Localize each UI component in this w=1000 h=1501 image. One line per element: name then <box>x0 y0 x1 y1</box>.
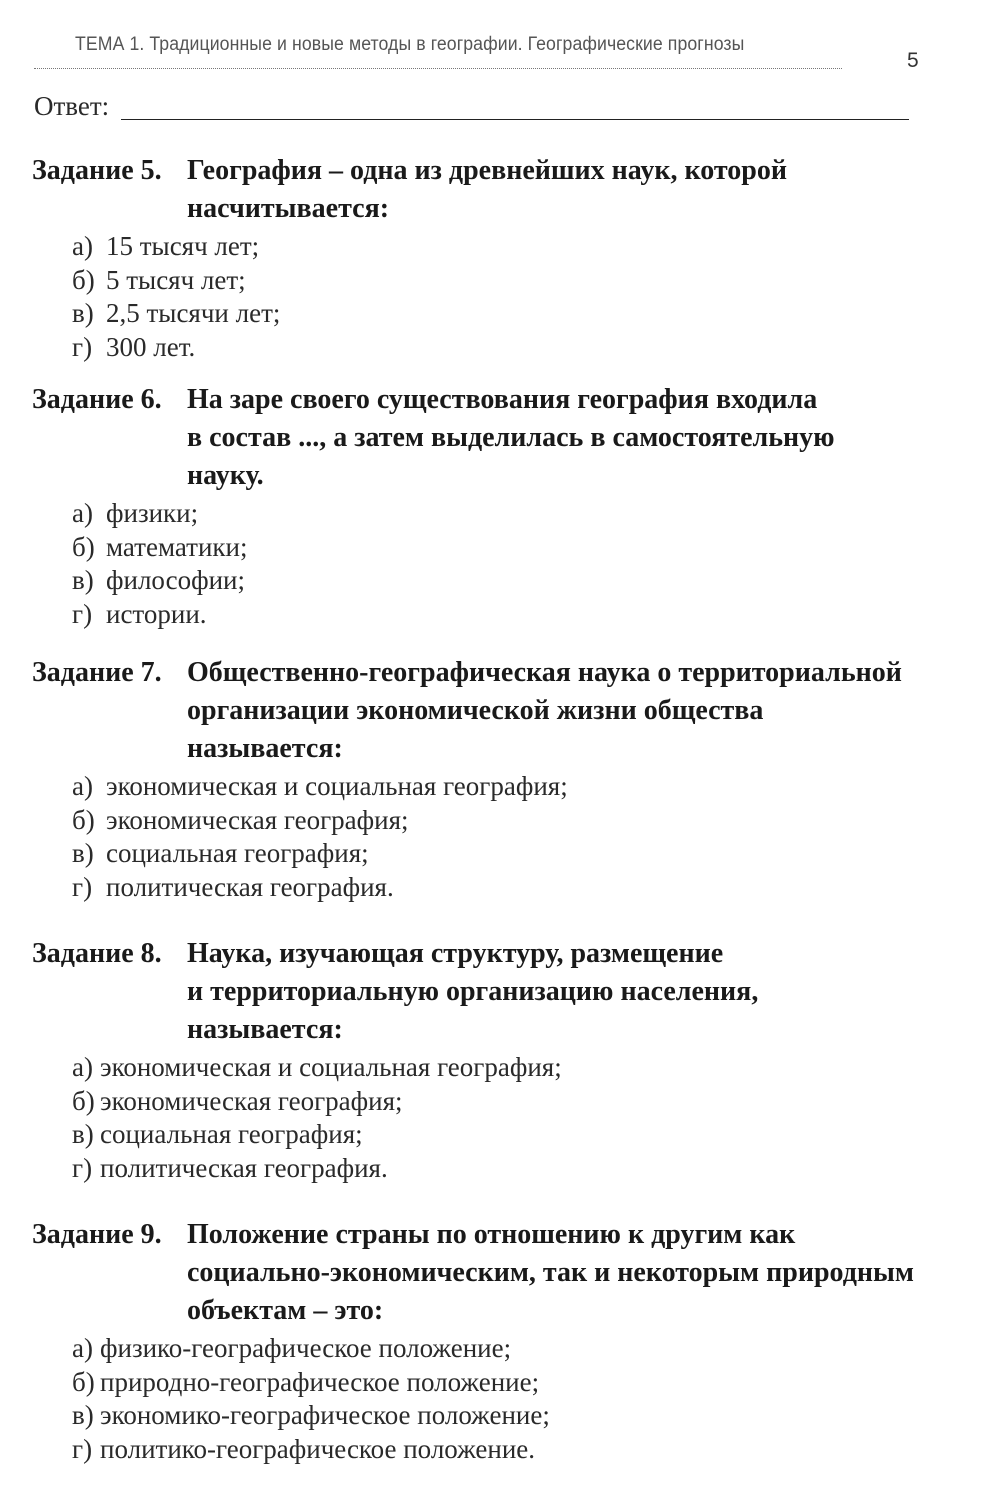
task-8 <box>32 935 932 1201</box>
option-letter: а) <box>72 1333 93 1363</box>
option-letter: в) <box>72 838 94 868</box>
option-letter: а) <box>72 771 93 801</box>
option-text: экономическая и социальная география; <box>100 1052 562 1082</box>
option-text: экономическая география; <box>106 804 409 835</box>
option-c <box>32 1399 932 1433</box>
option-d <box>32 331 932 365</box>
task-title <box>32 654 932 768</box>
option-letter: в) <box>72 298 94 328</box>
task-label: Задание 8. <box>32 938 162 969</box>
header-divider <box>34 68 842 69</box>
task-question: География – одна из древнейших наук, которой насчитывается: <box>187 155 788 224</box>
option-c <box>32 837 932 871</box>
option-text: политическая география. <box>100 1152 388 1183</box>
option-d <box>32 1433 932 1467</box>
option-letter: а) <box>72 498 93 528</box>
option-a <box>32 770 932 804</box>
answer-options <box>32 770 932 904</box>
option-letter: г) <box>72 1152 93 1183</box>
running-header: ТЕМА 1. Традиционные и новые методы в географии. Географические прогнозы <box>75 34 745 55</box>
option-letter: в) <box>72 1400 94 1430</box>
option-text: 300 лет. <box>106 331 196 362</box>
option-text: экономическая география; <box>100 1085 403 1116</box>
task-title <box>32 381 932 495</box>
task-label: Задание 9. <box>32 1219 162 1250</box>
answer-options <box>32 1051 932 1185</box>
option-letter: г) <box>72 598 93 629</box>
option-text: экономико-географическое положение; <box>100 1400 550 1430</box>
option-text: экономическая и социальная география; <box>106 771 568 801</box>
option-letter: а) <box>72 231 93 261</box>
option-a <box>32 497 932 531</box>
option-letter: в) <box>72 565 94 595</box>
task-label: Задание 5. <box>32 155 162 186</box>
option-text: философии; <box>106 565 245 595</box>
option-text: природно-географическое положение; <box>100 1366 540 1397</box>
option-b <box>32 531 932 565</box>
answer-options <box>32 497 932 631</box>
task-title <box>32 935 932 1049</box>
option-d <box>32 871 932 905</box>
option-letter: б) <box>72 804 95 835</box>
option-c <box>32 297 932 331</box>
option-text: 15 тысяч лет; <box>106 231 260 261</box>
option-text: 5 тысяч лет; <box>106 264 246 295</box>
task-label: Задание 7. <box>32 657 162 688</box>
task-title <box>32 152 932 228</box>
option-text: социальная география; <box>106 838 369 868</box>
answer-blank-line <box>121 119 909 120</box>
option-text: 2,5 тысячи лет; <box>106 298 281 328</box>
option-letter: б) <box>72 1366 95 1397</box>
task-question: Общественно-географическая наука о территориальной организации экономической жизни общества называется: <box>187 657 902 764</box>
option-d <box>32 1152 932 1186</box>
option-c <box>32 1118 932 1152</box>
task-9 <box>32 1216 932 1482</box>
option-letter: г) <box>72 871 93 902</box>
option-text: математики; <box>106 531 248 562</box>
option-b <box>32 804 932 838</box>
option-text: политическая география. <box>106 871 394 902</box>
option-letter: г) <box>72 331 93 362</box>
answer-options <box>32 1332 932 1466</box>
option-letter: б) <box>72 531 95 562</box>
task-title <box>32 1216 932 1330</box>
option-text: физики; <box>106 498 199 528</box>
option-a <box>32 1332 932 1366</box>
option-letter: г) <box>72 1433 93 1464</box>
option-letter: в) <box>72 1119 94 1149</box>
option-c <box>32 564 932 598</box>
option-d <box>32 598 932 632</box>
option-b <box>32 1366 932 1400</box>
option-letter: б) <box>72 264 95 295</box>
option-text: физико-географическое положение; <box>100 1333 512 1363</box>
option-text: истории. <box>106 598 207 629</box>
page-number: 5 <box>907 49 919 72</box>
option-a <box>32 230 932 264</box>
option-letter: а) <box>72 1052 93 1082</box>
option-a <box>32 1051 932 1085</box>
task-7 <box>32 654 932 920</box>
task-question: Наука, изучающая структуру, размещение и территориальную организацию населения, называется: <box>187 938 759 1045</box>
task-label: Задание 6. <box>32 384 162 415</box>
task-5 <box>32 152 932 380</box>
option-b <box>32 264 932 298</box>
task-question: Положение страны по отношению к другим как социально-экономическим, так и некоторым природным объектам – это: <box>187 1219 914 1326</box>
task-6 <box>32 381 932 647</box>
answer-options <box>32 230 932 364</box>
option-text: социальная география; <box>100 1119 363 1149</box>
option-letter: б) <box>72 1085 95 1116</box>
answer-label: Ответ: <box>34 91 110 121</box>
option-b <box>32 1085 932 1119</box>
option-text: политико-географическое положение. <box>100 1433 536 1464</box>
task-question: На заре своего существования география входила в состав ..., а затем выделилась в самостоятельную науку. <box>187 384 835 491</box>
